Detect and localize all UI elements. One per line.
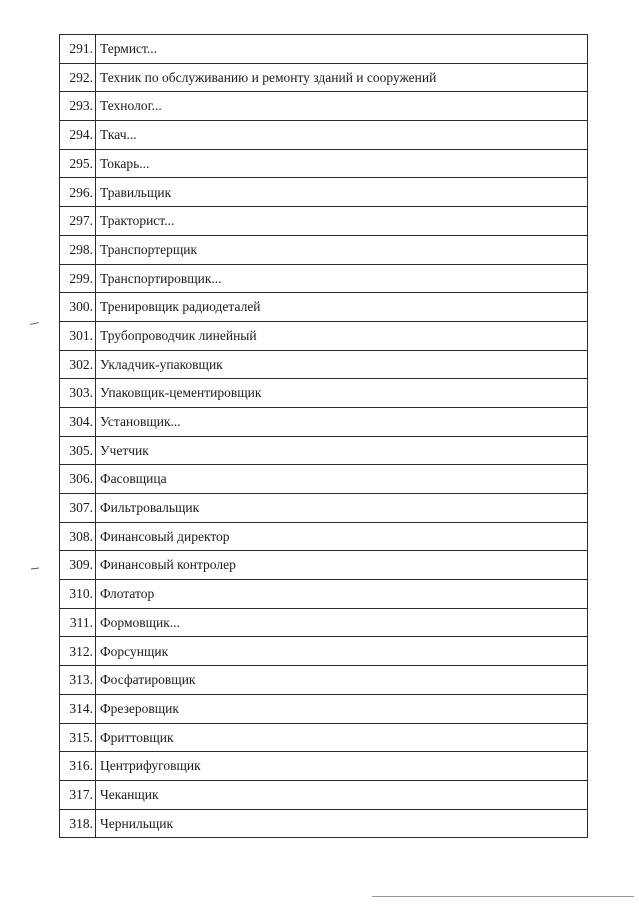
row-number: 292. bbox=[60, 63, 96, 92]
table-row bbox=[60, 780, 588, 809]
table-row bbox=[60, 723, 588, 752]
row-number: 311. bbox=[60, 608, 96, 637]
profession-name: Финансовый контролер bbox=[96, 551, 588, 580]
table-row bbox=[60, 551, 588, 580]
profession-name: Транспортировщик... bbox=[96, 264, 588, 293]
row-number: 297. bbox=[60, 207, 96, 236]
table-row bbox=[60, 694, 588, 723]
row-number: 303. bbox=[60, 379, 96, 408]
table-row bbox=[60, 264, 588, 293]
profession-name: Травильщик bbox=[96, 178, 588, 207]
row-number: 310. bbox=[60, 580, 96, 609]
row-number: 298. bbox=[60, 235, 96, 264]
profession-name: Фриттовщик bbox=[96, 723, 588, 752]
table-row bbox=[60, 465, 588, 494]
row-number: 312. bbox=[60, 637, 96, 666]
profession-name: Фрезеровщик bbox=[96, 694, 588, 723]
profession-name: Укладчик-упаковщик bbox=[96, 350, 588, 379]
row-number: 295. bbox=[60, 149, 96, 178]
row-number: 306. bbox=[60, 465, 96, 494]
table-row bbox=[60, 809, 588, 838]
row-number: 305. bbox=[60, 436, 96, 465]
row-number: 308. bbox=[60, 522, 96, 551]
profession-name: Финансовый директор bbox=[96, 522, 588, 551]
table-row bbox=[60, 350, 588, 379]
table-row bbox=[60, 92, 588, 121]
profession-name: Упаковщик-цементировщик bbox=[96, 379, 588, 408]
profession-name: Трубопроводчик линейный bbox=[96, 321, 588, 350]
row-number: 293. bbox=[60, 92, 96, 121]
profession-name: Тренировщик радиодеталей bbox=[96, 293, 588, 322]
table-row bbox=[60, 63, 588, 92]
table-row bbox=[60, 407, 588, 436]
profession-name: Флотатор bbox=[96, 580, 588, 609]
profession-name: Чеканщик bbox=[96, 780, 588, 809]
row-number: 313. bbox=[60, 666, 96, 695]
table-row bbox=[60, 580, 588, 609]
profession-name: Учетчик bbox=[96, 436, 588, 465]
profession-name: Транспортерщик bbox=[96, 235, 588, 264]
scan-mark bbox=[30, 322, 39, 325]
profession-name: Ткач... bbox=[96, 121, 588, 150]
profession-name: Тракторист... bbox=[96, 207, 588, 236]
profession-name: Термист... bbox=[96, 35, 588, 64]
table-row bbox=[60, 35, 588, 64]
footer-rule bbox=[372, 896, 634, 897]
profession-name: Токарь... bbox=[96, 149, 588, 178]
table-row bbox=[60, 522, 588, 551]
table-row bbox=[60, 637, 588, 666]
table-row bbox=[60, 666, 588, 695]
row-number: 299. bbox=[60, 264, 96, 293]
row-number: 307. bbox=[60, 494, 96, 523]
row-number: 304. bbox=[60, 407, 96, 436]
row-number: 318. bbox=[60, 809, 96, 838]
row-number: 314. bbox=[60, 694, 96, 723]
table-row bbox=[60, 178, 588, 207]
row-number: 294. bbox=[60, 121, 96, 150]
table-row bbox=[60, 235, 588, 264]
profession-name: Технолог... bbox=[96, 92, 588, 121]
table-row bbox=[60, 149, 588, 178]
row-number: 301. bbox=[60, 321, 96, 350]
row-number: 302. bbox=[60, 350, 96, 379]
table-row bbox=[60, 321, 588, 350]
table-row bbox=[60, 379, 588, 408]
profession-name: Техник по обслуживанию и ремонту зданий и сооружений bbox=[96, 63, 588, 92]
scan-mark bbox=[31, 567, 39, 569]
row-number: 315. bbox=[60, 723, 96, 752]
table-row bbox=[60, 752, 588, 781]
row-number: 300. bbox=[60, 293, 96, 322]
row-number: 316. bbox=[60, 752, 96, 781]
profession-name: Формовщик... bbox=[96, 608, 588, 637]
row-number: 309. bbox=[60, 551, 96, 580]
profession-name: Фильтровальщик bbox=[96, 494, 588, 523]
profession-name: Установщик... bbox=[96, 407, 588, 436]
table-body bbox=[60, 35, 588, 838]
table-row bbox=[60, 494, 588, 523]
profession-name: Форсунщик bbox=[96, 637, 588, 666]
profession-name: Чернильщик bbox=[96, 809, 588, 838]
table-row bbox=[60, 293, 588, 322]
professions-table bbox=[59, 34, 588, 838]
table-row bbox=[60, 436, 588, 465]
row-number: 317. bbox=[60, 780, 96, 809]
profession-name: Фосфатировщик bbox=[96, 666, 588, 695]
profession-name: Центрифуговщик bbox=[96, 752, 588, 781]
table-row bbox=[60, 207, 588, 236]
profession-name: Фасовщица bbox=[96, 465, 588, 494]
table-row bbox=[60, 608, 588, 637]
table-row bbox=[60, 121, 588, 150]
row-number: 296. bbox=[60, 178, 96, 207]
row-number: 291. bbox=[60, 35, 96, 64]
